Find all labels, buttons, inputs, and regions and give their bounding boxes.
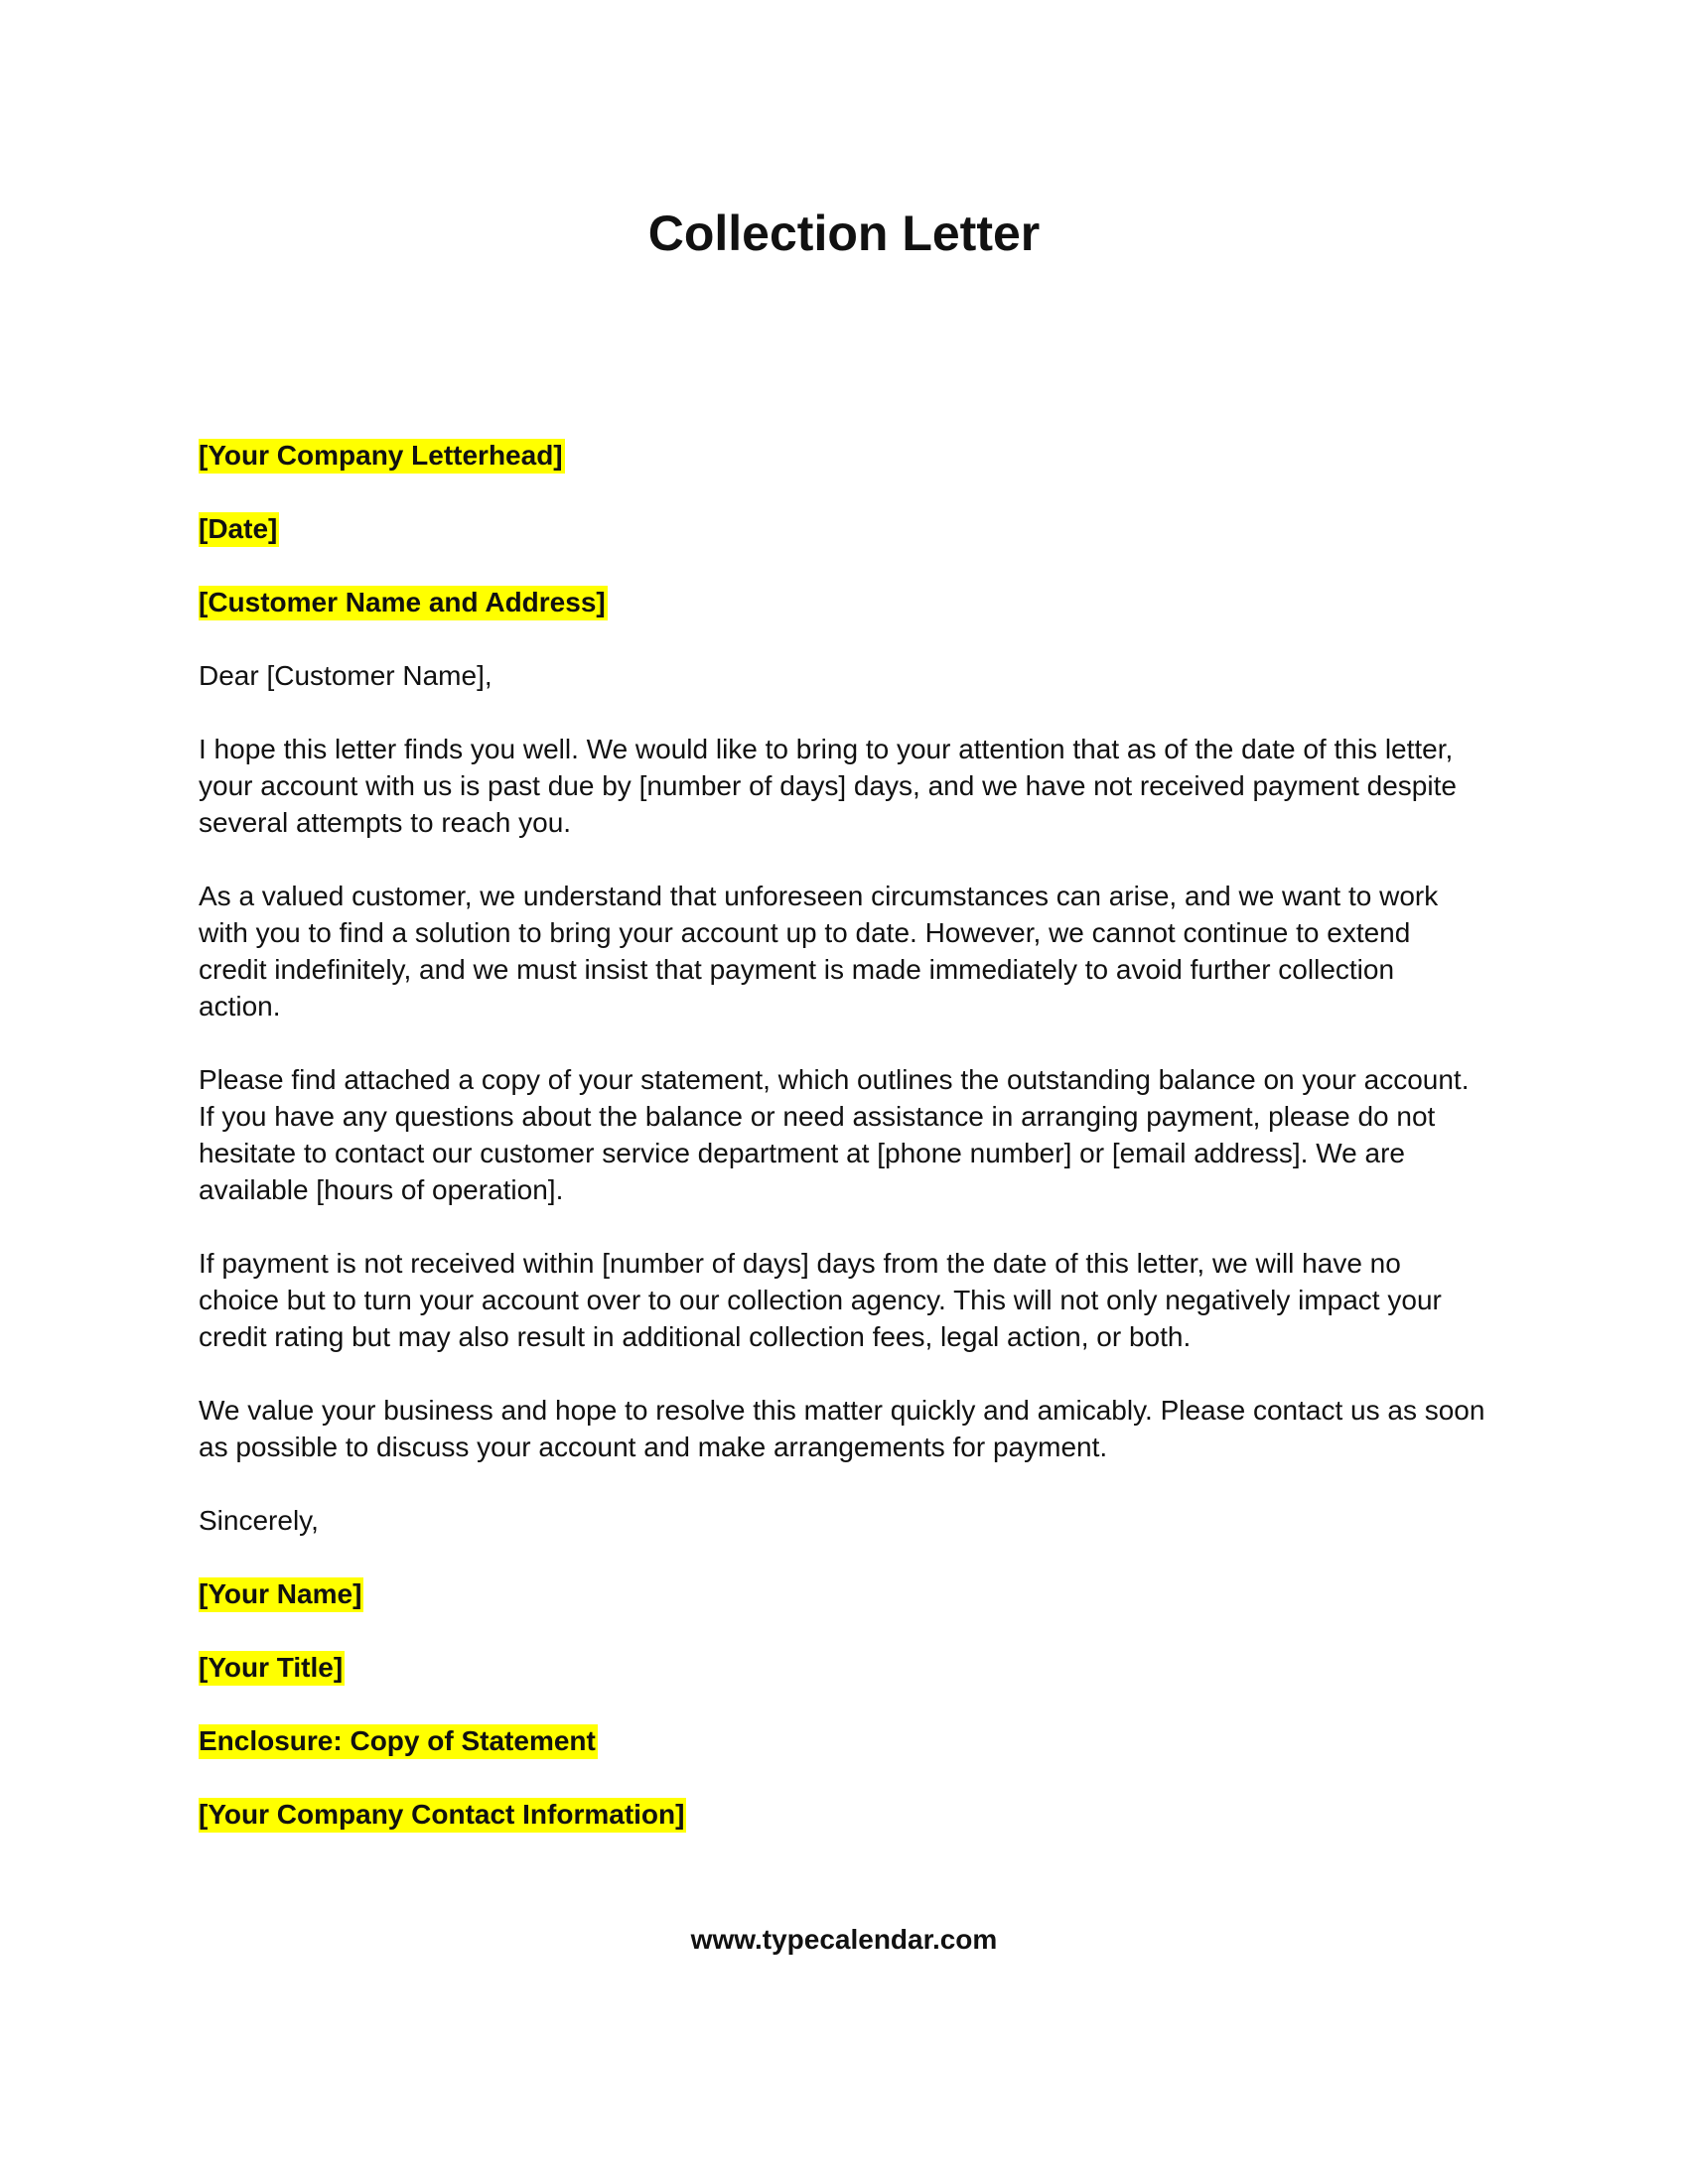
paragraph-2 bbox=[199, 878, 1489, 1024]
paragraph-1-line-3: several attempts to reach you. bbox=[199, 807, 572, 838]
date-placeholder: [Date] bbox=[199, 512, 279, 547]
footer-url[interactable]: www.typecalendar.com bbox=[690, 1924, 998, 1955]
paragraph-3 bbox=[199, 1061, 1489, 1208]
your-title-line bbox=[199, 1649, 1489, 1686]
paragraph-3-line-2: If you have any questions about the balance or need assistance in arranging payment, please do not bbox=[199, 1101, 1436, 1132]
paragraph-1 bbox=[199, 731, 1489, 841]
company-contact-line bbox=[199, 1796, 1489, 1833]
paragraph-4-line-2: choice but to turn your account over to our collection agency. This will not only negatively impact your bbox=[199, 1285, 1442, 1315]
paragraph-5-line-1: We value your business and hope to resolve this matter quickly and amicably. Please contact us as soon bbox=[199, 1395, 1485, 1426]
paragraph-1-line-2: your account with us is past due by [number of days] days, and we have not received payment despite bbox=[199, 770, 1457, 801]
customer-address-line bbox=[199, 584, 1489, 620]
paragraph-3-line-3: hesitate to contact our customer service department at [phone number] or [email address]. We are bbox=[199, 1138, 1405, 1168]
paragraph-2-line-2: with you to find a solution to bring your account up to date. However, we cannot continue to extend bbox=[199, 917, 1411, 948]
enclosure-placeholder: Enclosure: Copy of Statement bbox=[199, 1724, 598, 1759]
company-contact-placeholder: [Your Company Contact Information] bbox=[199, 1798, 686, 1833]
paragraph-5-line-2: as possible to discuss your account and make arrangements for payment. bbox=[199, 1432, 1108, 1462]
salutation: Dear [Customer Name], bbox=[199, 660, 492, 691]
your-title-placeholder: [Your Title] bbox=[199, 1651, 345, 1686]
date-line bbox=[199, 510, 1489, 547]
company-letterhead-placeholder: [Your Company Letterhead] bbox=[199, 439, 565, 474]
paragraph-3-line-1: Please find attached a copy of your statement, which outlines the outstanding balance on your account. bbox=[199, 1064, 1470, 1095]
document-title: Collection Letter bbox=[647, 205, 1041, 261]
paragraph-2-line-1: As a valued customer, we understand that unforeseen circumstances can arise, and we want to work bbox=[199, 881, 1439, 911]
paragraph-4-line-3: credit rating but may also result in additional collection fees, legal action, or both. bbox=[199, 1321, 1192, 1352]
paragraph-2-line-3: credit indefinitely, and we must insist that payment is made immediately to avoid further collection bbox=[199, 954, 1395, 985]
paragraph-5 bbox=[199, 1392, 1489, 1465]
your-name-line bbox=[199, 1575, 1489, 1612]
company-letterhead-line bbox=[199, 437, 1489, 474]
paragraph-3-line-4: available [hours of operation]. bbox=[199, 1174, 564, 1205]
closing: Sincerely, bbox=[199, 1505, 319, 1536]
paragraph-4 bbox=[199, 1245, 1489, 1355]
customer-name-address-placeholder: [Customer Name and Address] bbox=[199, 586, 608, 620]
enclosure-line bbox=[199, 1722, 1489, 1759]
paragraph-1-line-1: I hope this letter finds you well. We would like to bring to your attention that as of the date of this letter, bbox=[199, 734, 1454, 764]
your-name-placeholder: [Your Name] bbox=[199, 1577, 363, 1612]
letter-body bbox=[199, 437, 1489, 1869]
paragraph-4-line-1: If payment is not received within [number of days] days from the date of this letter, we will have no bbox=[199, 1248, 1401, 1279]
paragraph-2-line-4: action. bbox=[199, 991, 281, 1022]
